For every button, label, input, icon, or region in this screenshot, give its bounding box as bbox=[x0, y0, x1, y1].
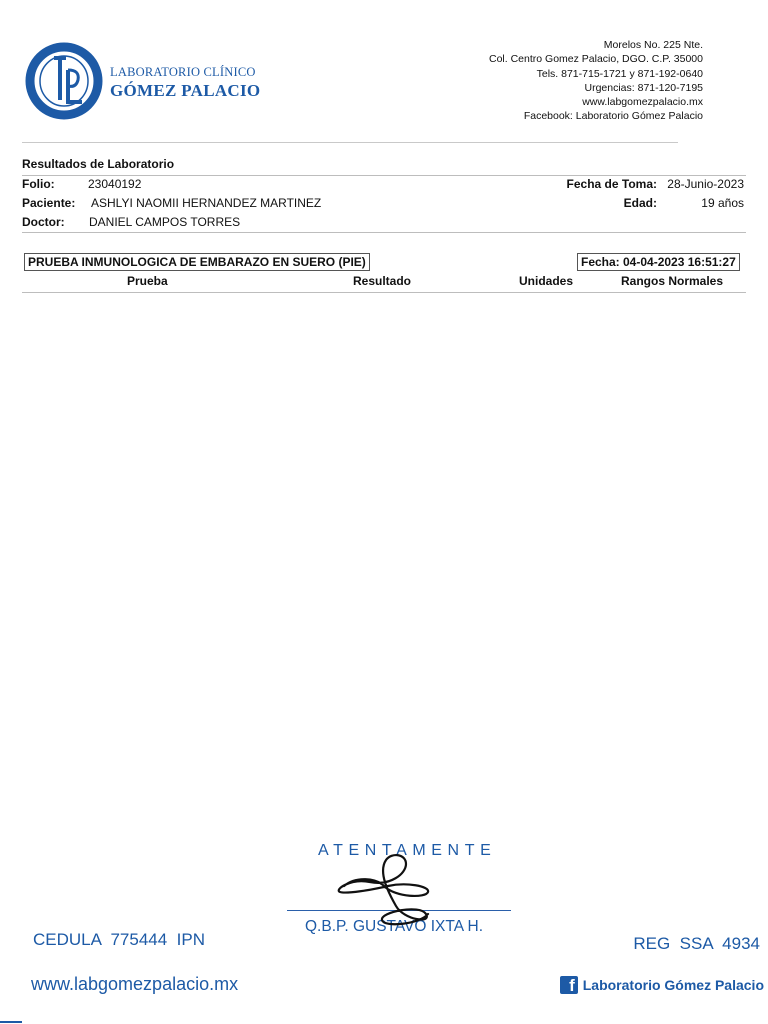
header-divider bbox=[22, 142, 678, 143]
test-name: PRUEBA INMUNOLOGICA DE EMBARAZO EN SUERO (PIE) bbox=[24, 253, 370, 271]
lab-name-line1: LABORATORIO CLÍNICO bbox=[110, 65, 256, 79]
facebook-icon: f bbox=[560, 976, 578, 994]
website-line: www.labgomezpalacio.mx bbox=[582, 96, 703, 109]
doctor-label: Doctor: bbox=[22, 215, 65, 229]
column-rangos: Rangos Normales bbox=[621, 274, 724, 288]
paciente-value: ASHLYI NAOMII HERNANDEZ MARTINEZ bbox=[91, 196, 322, 210]
report-title: Resultados de Laboratorio bbox=[22, 157, 175, 171]
folio-label: Folio: bbox=[22, 177, 55, 191]
test-date: Fecha: 04-04-2023 16:51:27 bbox=[577, 253, 740, 271]
fecha-toma-value: 28-Junio-2023 bbox=[667, 177, 744, 191]
footer-facebook bbox=[560, 974, 764, 996]
facebook-label: Laboratorio Gómez Palacio bbox=[582, 977, 764, 993]
doctor-value: DANIEL CAMPOS TORRES bbox=[89, 215, 241, 229]
phone-line: Tels. 871-715-1721 y 871-192-0640 bbox=[536, 67, 703, 80]
folio-value: 23040192 bbox=[88, 177, 142, 191]
table-header-divider bbox=[22, 292, 746, 293]
column-unidades: Unidades bbox=[519, 274, 574, 288]
column-resultado: Resultado bbox=[353, 274, 412, 288]
address-line: Morelos No. 225 Nte. bbox=[603, 39, 703, 51]
edad-value: 19 años bbox=[701, 196, 744, 210]
column-prueba: Prueba bbox=[127, 274, 168, 288]
handwritten-signature bbox=[336, 852, 432, 930]
edad-label: Edad: bbox=[623, 196, 657, 210]
divider bbox=[22, 232, 746, 233]
registro-ssa: REG SSA 4934 bbox=[633, 934, 760, 953]
cedula: CEDULA 775444 IPN bbox=[33, 930, 205, 949]
fecha-toma-label: Fecha de Toma: bbox=[566, 177, 657, 191]
paciente-row bbox=[22, 196, 746, 214]
facebook-line: Facebook: Laboratorio Gómez Palacio bbox=[523, 110, 703, 123]
lab-name-line2: GÓMEZ PALACIO bbox=[110, 81, 261, 100]
signer-name: Q.B.P. GUSTAVO IXTA H. bbox=[305, 918, 484, 935]
folio-row bbox=[22, 177, 746, 195]
address-block bbox=[440, 38, 703, 124]
lab-logo bbox=[24, 40, 104, 122]
divider bbox=[22, 175, 746, 176]
corner-mark bbox=[0, 1021, 22, 1023]
paciente-label: Paciente: bbox=[22, 196, 76, 210]
closing: ATENTAMENTE bbox=[318, 842, 497, 859]
doctor-row bbox=[22, 215, 746, 233]
address-line: Col. Centro Gomez Palacio, DGO. C.P. 35000 bbox=[489, 53, 703, 66]
lab-name bbox=[110, 64, 260, 102]
emergency-line: Urgencias: 871-120-7195 bbox=[584, 81, 703, 94]
footer-website: www.labgomezpalacio.mx bbox=[31, 974, 239, 994]
